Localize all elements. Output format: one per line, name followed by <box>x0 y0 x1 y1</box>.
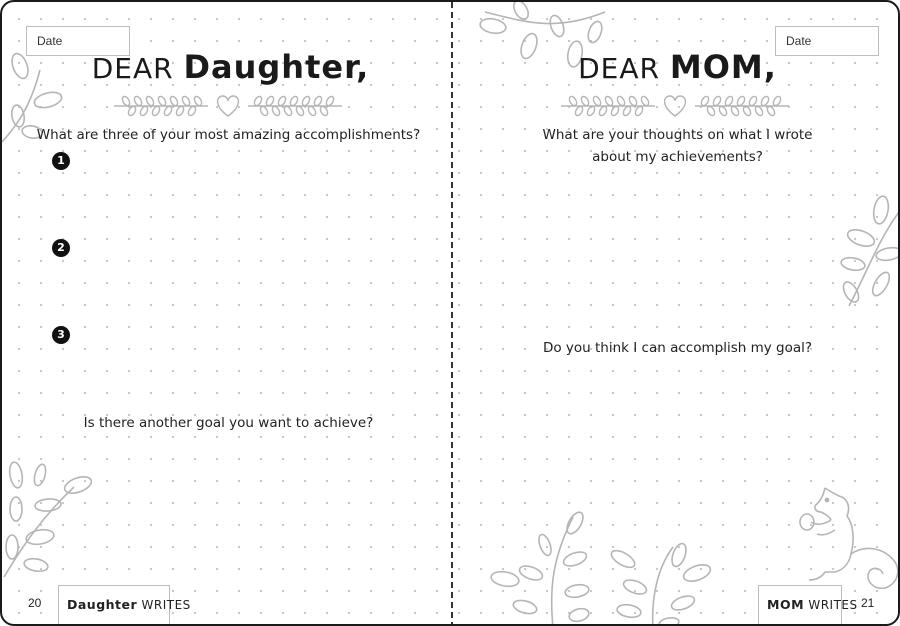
heading-prefix: DEAR <box>91 52 184 85</box>
another-goal-question: Is there another goal you want to achieve? <box>83 415 374 431</box>
thoughts-question-line-1: What are your thoughts on what I wrote <box>542 127 813 143</box>
bullet-2: 2 <box>52 239 70 257</box>
footer-rest: WRITES <box>137 598 191 612</box>
footer-label <box>58 585 191 625</box>
footer-rest: WRITES <box>804 598 858 612</box>
squirrel-icon <box>795 484 900 594</box>
left-page <box>2 2 451 626</box>
page-number: 21 <box>861 596 875 610</box>
page-title <box>453 48 900 86</box>
date-label: Date <box>37 34 63 48</box>
page-number: 20 <box>28 596 42 610</box>
thoughts-question <box>453 124 900 168</box>
accomplishments-question: What are three of your most amazing accomplishments? <box>36 127 421 143</box>
leaf-branch-icon <box>839 188 900 313</box>
footer-label <box>758 585 858 625</box>
heading-prefix: DEAR <box>578 52 670 85</box>
leaf-branch-icon <box>2 457 102 582</box>
goal-question: Do you think I can accomplish my goal? <box>542 340 813 356</box>
heading-name: MOM, <box>669 48 777 86</box>
bullet-3: 3 <box>52 326 70 344</box>
footer-bold: MOM <box>767 597 805 612</box>
page-title <box>2 48 451 86</box>
footer-bold: Daughter <box>67 597 138 612</box>
right-page <box>453 2 900 626</box>
heading-name: Daughter, <box>183 48 370 86</box>
leaf-branch-icon <box>483 507 733 626</box>
laurel-heart-ornament-icon <box>110 90 346 120</box>
date-label: Date <box>786 34 812 48</box>
laurel-heart-ornament-icon <box>557 90 793 120</box>
bullet-1: 1 <box>52 152 70 170</box>
thoughts-question-line-2: about my achievements? <box>592 149 763 165</box>
